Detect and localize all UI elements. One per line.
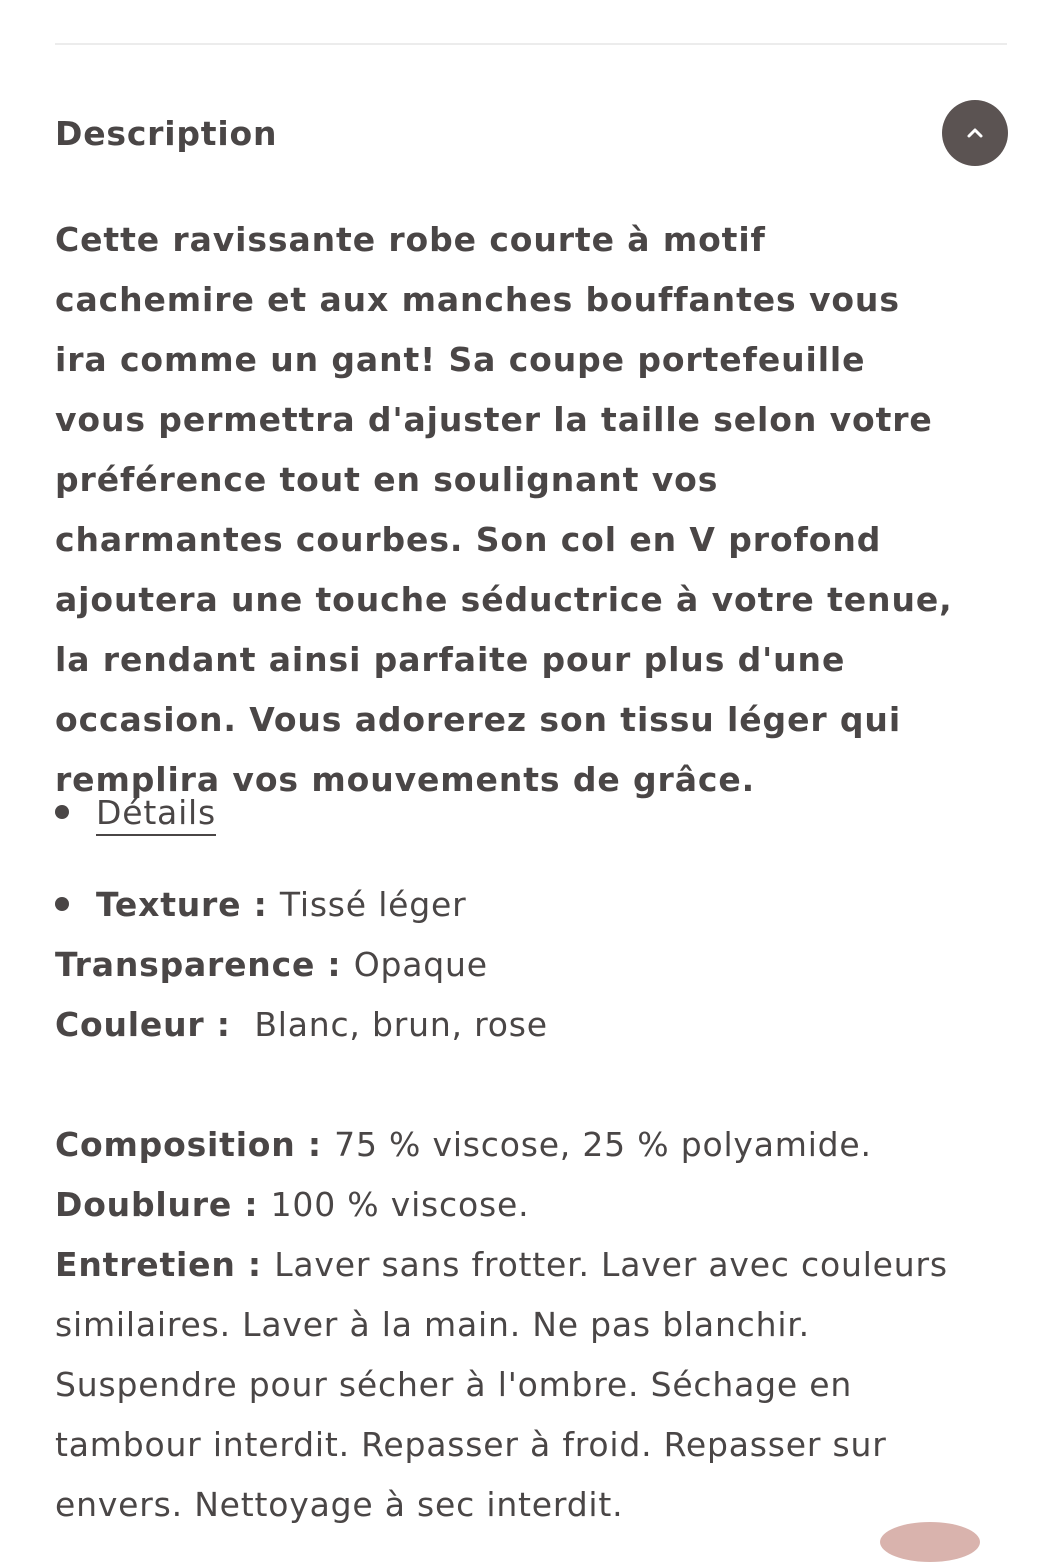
texture-value: Tissé léger [279, 885, 467, 924]
lining-row [55, 1175, 529, 1235]
color-label: Couleur : [55, 1005, 244, 1044]
texture-label: Texture : [96, 885, 280, 924]
chevron-up-icon [964, 122, 986, 144]
composition-label: Composition : [55, 1125, 335, 1164]
texture-row [96, 875, 466, 935]
composition-value: 75 % viscose, 25 % polyamide. [334, 1125, 872, 1164]
care-value: Laver sans frotter. Laver avec couleurs similaires. Laver à la main. Ne pas blanchir. Suspendre pour sécher à l'ombre. Séchage en tambour interdit. Repasser à froid. Repasser sur envers. Nettoyage à sec interdit. [55, 1245, 948, 1524]
transparency-label: Transparence : [55, 945, 354, 984]
accordion-title: Description [55, 114, 278, 153]
care-paragraph [55, 1235, 955, 1535]
details-row [96, 783, 216, 843]
transparency-row [55, 935, 488, 995]
floating-chat-button[interactable] [880, 1522, 980, 1562]
color-value: Blanc, brun, rose [243, 1005, 548, 1044]
description-accordion-header[interactable] [55, 100, 1008, 166]
transparency-value: Opaque [353, 945, 488, 984]
composition-row [55, 1115, 872, 1175]
lining-value: 100 % viscose. [270, 1185, 530, 1224]
care-label: Entretien : [55, 1245, 275, 1284]
details-link[interactable]: Détails [96, 793, 216, 836]
top-divider [55, 43, 1007, 45]
collapse-toggle-button[interactable] [942, 100, 1008, 166]
product-description: Cette ravissante robe courte à motif cachemire et aux manches bouffantes vous ira comme un gant! Sa coupe portefeuille vous permettra d'ajuster la taille selon votre préférence tout en soulignant vos charmantes courbes. Son col en V profond ajoutera une touche séductrice à votre tenue, la rendant ainsi parfaite pour plus d'une occasion. Vous adorerez son tissu léger qui remplira vos mouvements de grâce. [55, 220, 953, 799]
details-bullet [55, 805, 69, 819]
lining-label: Doublure : [55, 1185, 271, 1224]
color-row [55, 995, 548, 1055]
texture-bullet [55, 897, 69, 911]
